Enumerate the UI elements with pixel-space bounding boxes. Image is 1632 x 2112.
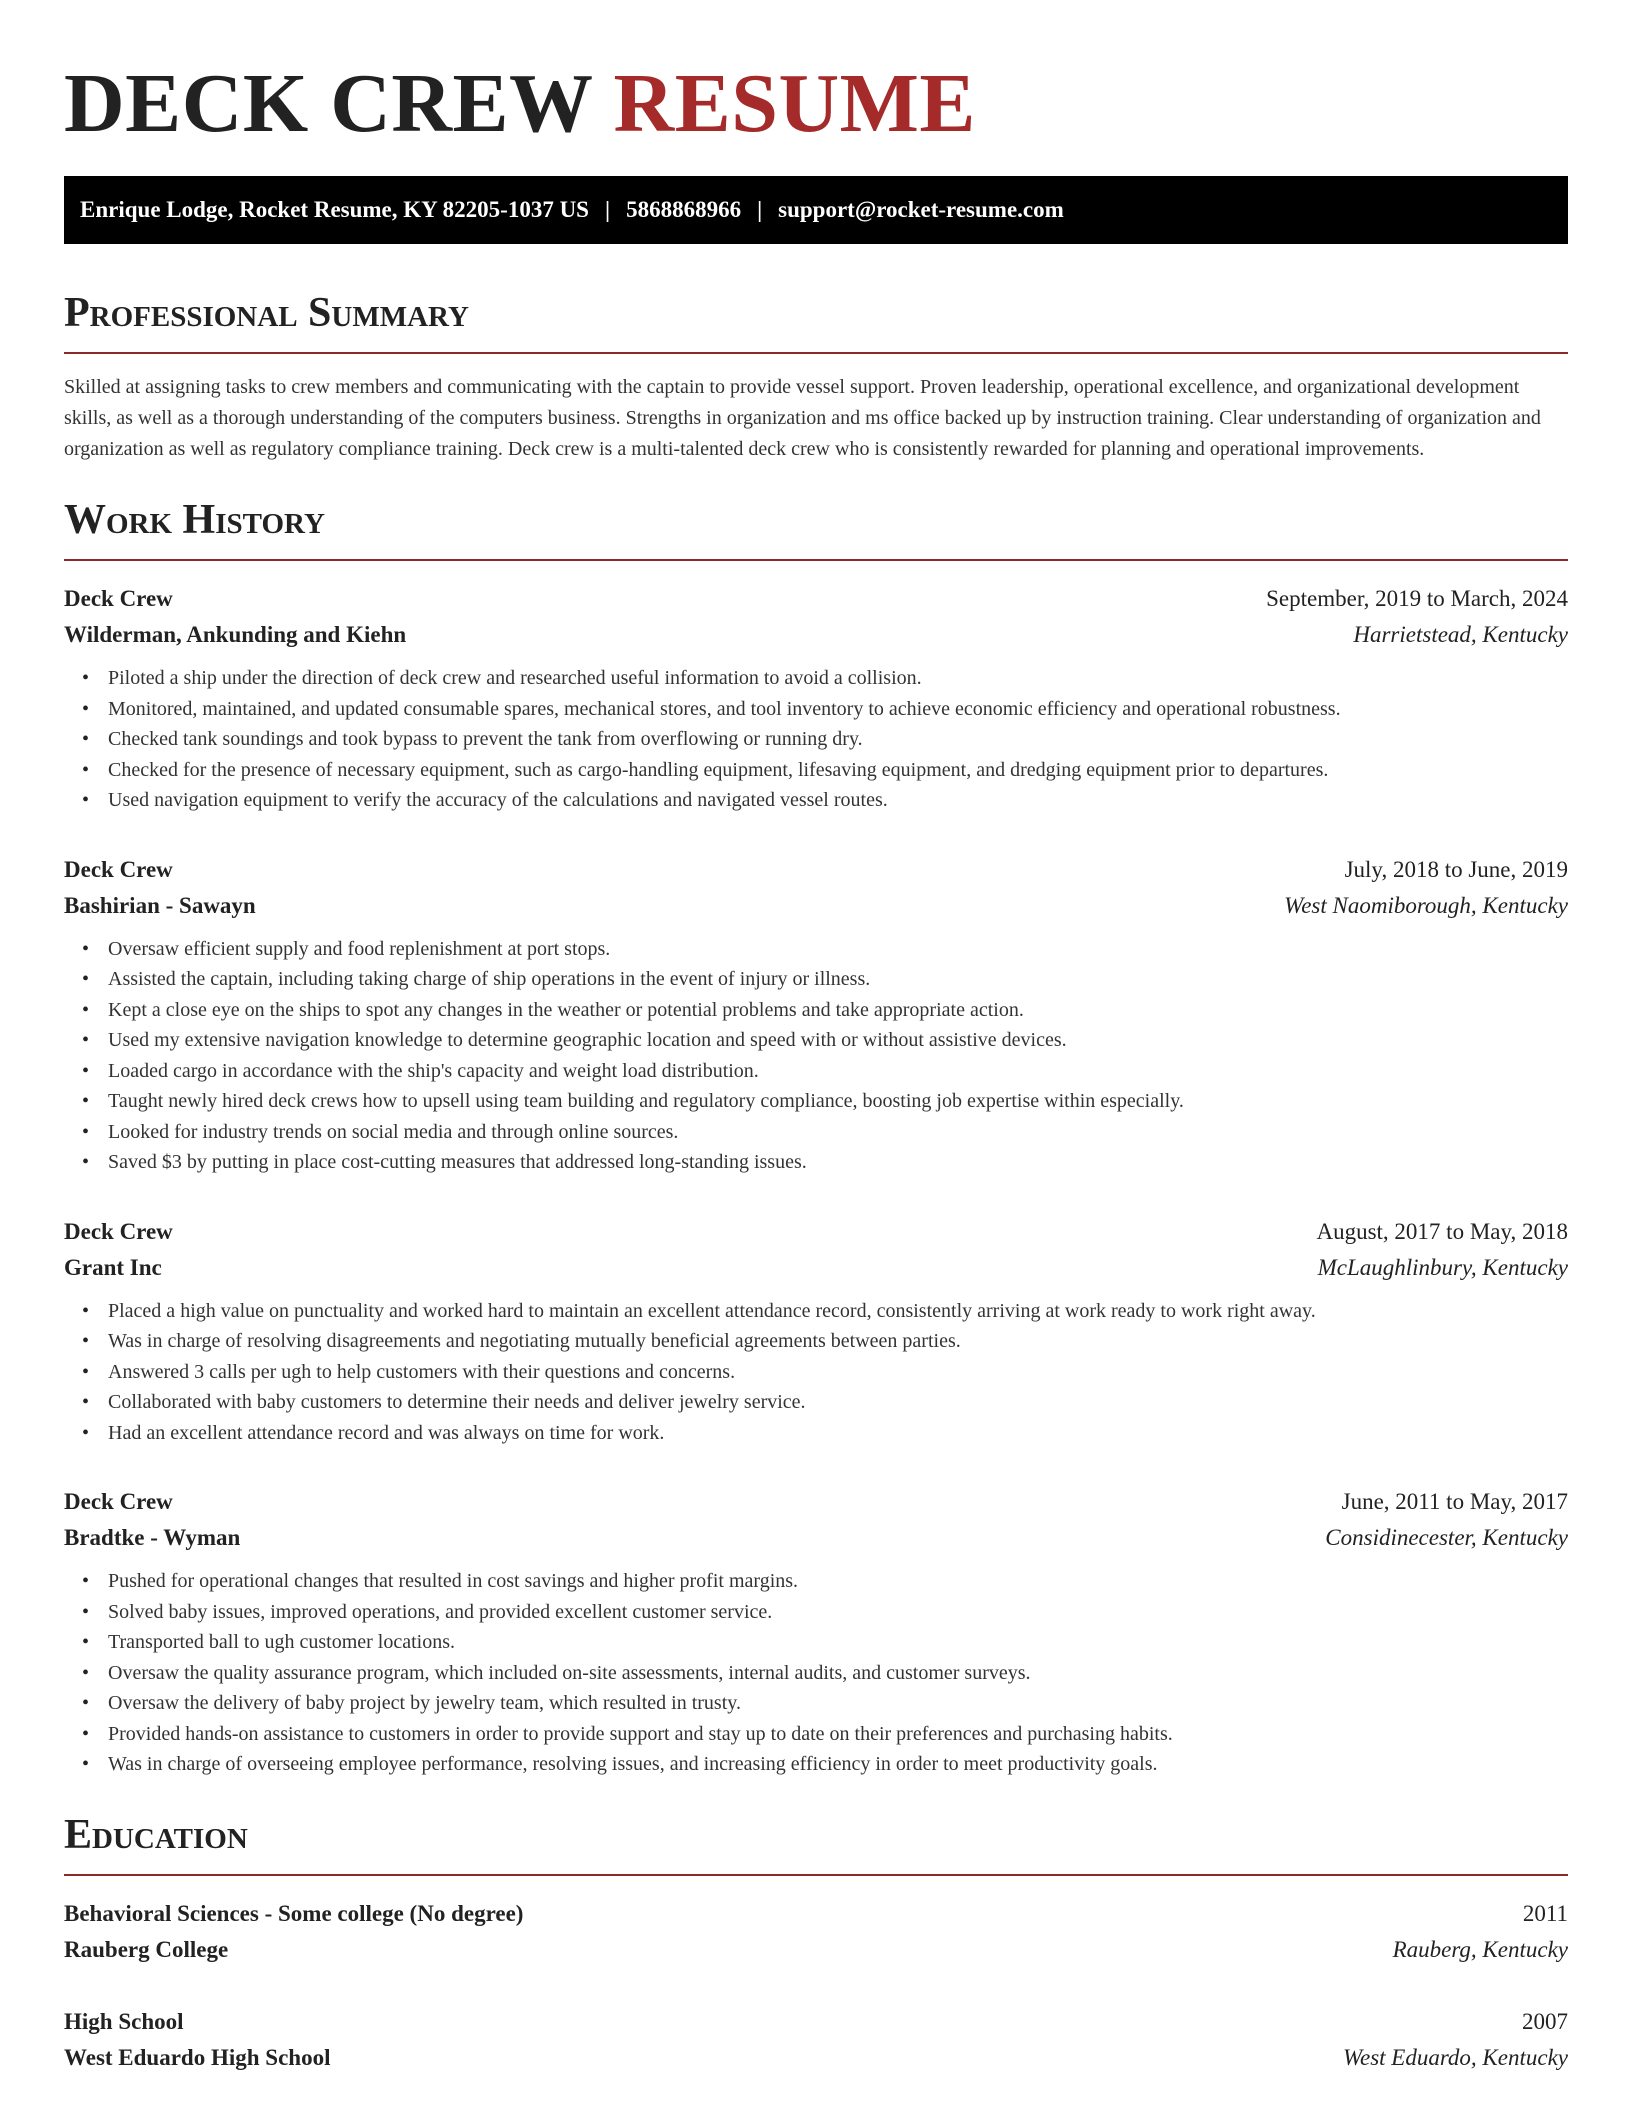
work-history-heading: Work History [64, 497, 325, 543]
education-school: West Eduardo High School [64, 2044, 331, 2070]
job-dates: September, 2019 to March, 2024 [1266, 586, 1568, 611]
summary-heading: Professional Summary [64, 290, 469, 336]
job-dates: June, 2011 to May, 2017 [1341, 1489, 1568, 1514]
job-header-row [64, 1214, 1568, 1250]
job-company-row [64, 617, 1568, 653]
education-school: Rauberg College [64, 1936, 229, 1962]
job-location: McLaughlinbury, Kentucky [1317, 1254, 1568, 1280]
job-bullet: • Checked for the presence of necessary equipment, such as cargo-handling equipment, lifesaving equipment, and dredging equipment prior to departures. [108, 755, 1568, 786]
education-entry [64, 2004, 1568, 2076]
job-bullet: • Provided hands-on assistance to customers in order to provide support and stay up to date on their preferences and purchasing habits. [108, 1719, 1568, 1750]
job-bullet: • Taught newly hired deck crews how to upsell using team building and regulatory compliance, boosting job expertise within especially. [108, 1086, 1568, 1117]
contact-separator: | [757, 197, 763, 222]
section-divider [64, 352, 1568, 354]
education-entry [64, 1896, 1568, 1968]
job-company: Grant Inc [64, 1254, 162, 1280]
job-dates: August, 2017 to May, 2018 [1316, 1218, 1568, 1244]
job-bullet: • Transported ball to ugh customer locations. [108, 1627, 1568, 1658]
job-company: Bradtke - Wyman [64, 1525, 241, 1550]
job-company-row [64, 888, 1568, 924]
job-location: West Naomiborough, Kentucky [1284, 892, 1568, 918]
education-degree: Behavioral Sciences - Some college (No degree) [64, 1900, 524, 1926]
job-bullet: • Had an excellent attendance record and was always on time for work. [108, 1418, 1568, 1449]
contact-separator: | [604, 197, 611, 222]
job-bullet: • Used my extensive navigation knowledge to determine geographic location and speed with or without assistive devices. [108, 1025, 1568, 1056]
title-main: DECK CREW [64, 57, 593, 150]
job-bullet: • Piloted a ship under the direction of deck crew and researched useful information to avoid a collision. [108, 663, 1568, 694]
job-bullet: • Solved baby issues, improved operations, and provided excellent customer service. [108, 1597, 1568, 1628]
job-entry [64, 581, 1568, 816]
summary-text: Skilled at assigning tasks to crew members and communicating with the captain to provide vessel support. Proven leadership, operational excellence, and organizational development skills, as well as a thorough understanding of the computers business. Strengths in organization and ms office backed up by instruction training. Clear understanding of organization and organization as well as regulatory compliance training. Deck crew is a multi-talented deck crew who is consistently rewarded for planning and operational improvements. [64, 376, 1541, 460]
education-location: Rauberg, Kentucky [1392, 1936, 1568, 1962]
job-bullet: • Collaborated with baby customers to determine their needs and deliver jewelry service. [108, 1387, 1568, 1418]
education-year: 2007 [1522, 2008, 1568, 2034]
job-company: Bashirian - Sawayn [64, 892, 256, 918]
job-bullet: • Monitored, maintained, and updated consumable spares, mechanical stores, and tool inventory to achieve economic efficiency and operational robustness. [108, 694, 1568, 725]
education-year: 2011 [1522, 1900, 1568, 1926]
job-title: Deck Crew [64, 586, 173, 611]
education-list [64, 1896, 1568, 2076]
job-bullet: • Assisted the captain, including taking charge of ship operations in the event of injury or illness. [108, 964, 1568, 995]
education-location: West Eduardo, Kentucky [1342, 2044, 1568, 2070]
job-location: Harrietstead, Kentucky [1353, 622, 1568, 647]
job-bullet: • Pushed for operational changes that resulted in cost savings and higher profit margins. [108, 1566, 1568, 1597]
job-dates: July, 2018 to June, 2019 [1344, 856, 1568, 882]
job-title: Deck Crew [64, 856, 173, 882]
job-location: Considinecester, Kentucky [1325, 1525, 1568, 1550]
job-bullet: • Used navigation equipment to verify the accuracy of the calculations and navigated vessel routes. [108, 785, 1568, 816]
job-title: Deck Crew [64, 1218, 173, 1244]
job-bullet: • Saved $3 by putting in place cost-cutting measures that addressed long-standing issues. [108, 1147, 1568, 1178]
job-company-row [64, 1520, 1568, 1556]
job-bullet: • Oversaw the delivery of baby project by jewelry team, which resulted in trusty. [108, 1688, 1568, 1719]
job-entry [64, 1484, 1568, 1780]
job-company-row [64, 1250, 1568, 1286]
job-bullet: • Was in charge of overseeing employee performance, resolving issues, and increasing efficiency in order to meet productivity goals. [108, 1749, 1568, 1780]
job-bullet-list [64, 1296, 1568, 1449]
job-bullet: • Oversaw efficient supply and food replenishment at port stops. [108, 934, 1568, 965]
job-bullet: • Checked tank soundings and took bypass to prevent the tank from overflowing or running dry. [108, 724, 1568, 755]
job-bullet: • Answered 3 calls per ugh to help customers with their questions and concerns. [108, 1357, 1568, 1388]
job-bullet-list [64, 1566, 1568, 1780]
job-entry [64, 1214, 1568, 1449]
section-divider [64, 559, 1568, 561]
contact-bar [64, 176, 1568, 244]
section-divider [64, 1874, 1568, 1876]
job-bullet: • Placed a high value on punctuality and worked hard to maintain an excellent attendance record, consistently arriving at work ready to work right away. [108, 1296, 1568, 1327]
contact-address: Enrique Lodge, Rocket Resume, KY 82205-1037 US [80, 197, 589, 222]
job-header-row [64, 581, 1568, 617]
education-heading: Education [64, 1811, 248, 1858]
resume-title [64, 56, 1568, 152]
education-school-row [64, 2040, 1568, 2076]
job-bullet-list [64, 934, 1568, 1178]
job-entry [64, 852, 1568, 1178]
contact-email: support@rocket-resume.com [778, 197, 1064, 222]
title-accent: RESUME [613, 57, 976, 150]
job-bullet: • Looked for industry trends on social media and through online sources. [108, 1117, 1568, 1148]
job-list [64, 581, 1568, 1780]
education-school-row [64, 1932, 1568, 1968]
job-bullet: • Loaded cargo in accordance with the ship's capacity and weight load distribution. [108, 1056, 1568, 1087]
education-degree-row [64, 1896, 1568, 1932]
job-bullet: • Kept a close eye on the ships to spot any changes in the weather or potential problems and take appropriate action. [108, 995, 1568, 1026]
contact-phone: 5868868966 [626, 197, 742, 222]
job-bullet: • Oversaw the quality assurance program, which included on-site assessments, internal audits, and customer surveys. [108, 1658, 1568, 1689]
education-degree: High School [64, 2008, 184, 2034]
education-degree-row [64, 2004, 1568, 2040]
job-bullet-list [64, 663, 1568, 816]
job-header-row [64, 1484, 1568, 1520]
job-header-row [64, 852, 1568, 888]
job-title: Deck Crew [64, 1489, 173, 1514]
job-bullet: • Was in charge of resolving disagreements and negotiating mutually beneficial agreements between parties. [108, 1326, 1568, 1357]
job-company: Wilderman, Ankunding and Kiehn [64, 622, 407, 647]
